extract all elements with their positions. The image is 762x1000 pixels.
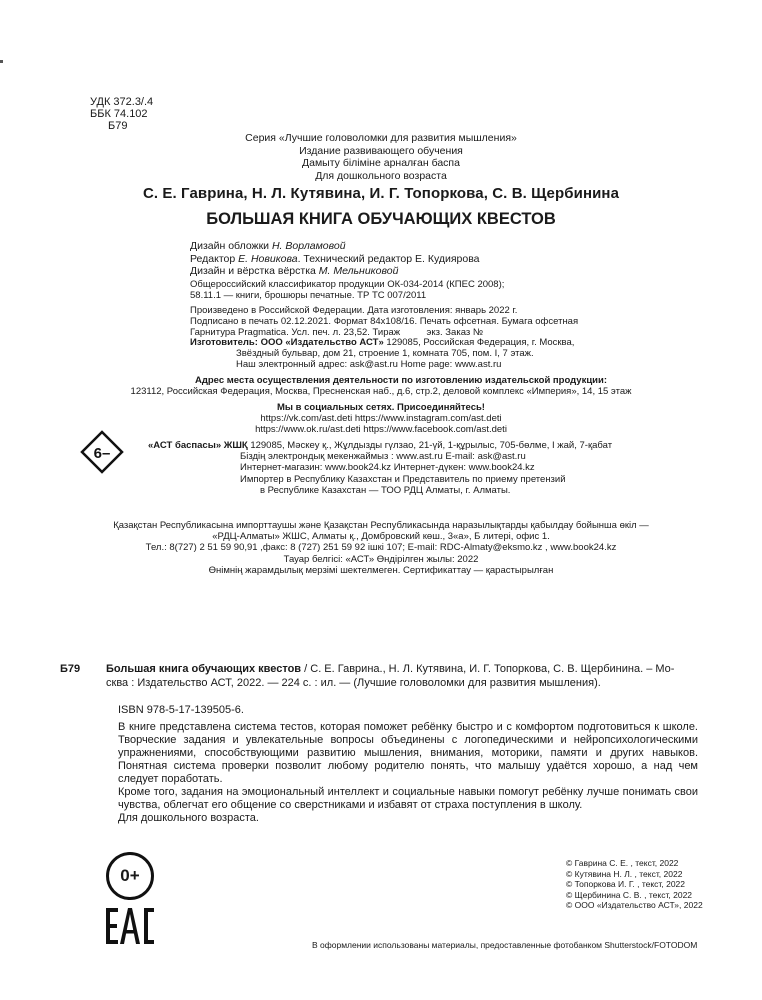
kz-importer-line: Өнімнің жарамдылық мерзімі шектелмеген. Сертификаттау — қарастырылған — [208, 564, 554, 576]
kz-address: 129085, Мәскеу қ., Жұлдызды гүлзао, 21-үй, 1-құрылыс, 705-бөлме, I жай, 7-қабат — [247, 440, 613, 451]
kz-importer-block — [0, 520, 762, 576]
series-line: Дамыту біліміне арналған баспа — [302, 157, 460, 169]
catalog-code: Б79 — [60, 663, 81, 675]
manufacturer-line: Наш электронный адрес: ask@ast.ru Home page: www.ast.ru — [236, 359, 502, 371]
print-info-line: Произведено в Российской Федерации. Дата изготовления: январь 2022 г. — [190, 305, 518, 316]
kz-publisher-block — [148, 440, 708, 496]
isbn: ISBN 978-5-17-139505-6. — [118, 704, 244, 716]
kz-publisher-label: «АСТ баспасы» ЖШҚ — [148, 440, 248, 451]
series-line: Издание развивающего обучения — [299, 144, 463, 157]
copyright-block — [566, 858, 703, 911]
activity-address-text: 123112, Российская Федерация, Москва, Пресненская наб., д.6, стр.2, деловой комплекс «Империя», 14, 15 этаж — [130, 386, 632, 398]
copyright-line: © ООО «Издательство АСТ», 2022 — [566, 900, 703, 910]
layout-name: М. Мельниковой — [318, 265, 399, 277]
author-mark: Б79 — [108, 120, 128, 132]
udk-code: УДК 372.3/.4 — [90, 96, 154, 108]
kz-importer-line: Тауар белгісі: «АСТ» Өндірілген жылы: 2022 — [283, 553, 479, 565]
manufacturer-block — [190, 337, 750, 371]
social-links: https://www.ok.ru/ast.deti https://www.facebook.com/ast.deti — [255, 424, 507, 436]
udk-block — [90, 96, 153, 132]
catalog-entry — [60, 663, 720, 690]
annotation — [118, 721, 698, 825]
activity-address-label: Адрес места осуществления деятельности по изготовлению издательской продукции: — [194, 375, 608, 386]
kz-importer-line: Тел.: 8(727) 2 51 59 90,91 ,факс: 8 (727) 251 59 92 ішкі 107; E-mail: RDC-Almaty@eksmo.kz , www.book24.kz — [145, 542, 617, 554]
manufacturer-line — [190, 337, 750, 348]
classifier-block — [190, 279, 730, 301]
photo-credit: В оформлении использованы материалы, предоставленные фотобанком Shutterstock/FOTODOM — [312, 940, 698, 950]
annotation-paragraph: В книге представлена система тестов, которая поможет ребёнку быстро и с комфортом подготовиться к школе. Творческие задания и увлекательные вопросы объединены с логопедическими и нейропсихологическими упражнениями, способствующими развитию мышления, внимания, моторики, памяти и других навыков. Понятная система проверки позволит любому родителю понять, что малышу удаётся хорошо, а над чем следует поработать. — [118, 721, 698, 785]
editor-label: Редактор — [190, 252, 239, 265]
editor-line — [190, 253, 710, 266]
print-info-block — [190, 305, 730, 339]
kz-line: Біздің электрондық мекенжаймыз : www.ast.ru E-mail: ask@ast.ru — [240, 451, 526, 463]
print-info-line: Гарнитура Pragmatica. Усл. печ. л. 23,52. Тираж экз. Заказ № — [190, 327, 484, 339]
copyright-line: © Топоркова И. Г. , текст, 2022 — [566, 879, 686, 889]
copyright-line: © Гаврина С. Е. , текст, 2022 — [566, 858, 679, 868]
catalog-text — [106, 663, 720, 677]
cover-design-label: Дизайн обложки — [190, 240, 272, 252]
print-info-line: Подписано в печать 02.12.2021. Формат 84х108/16. Печать офсетная. Бумага офсетная — [190, 316, 579, 328]
age-6-label: 6– — [93, 445, 111, 462]
copyright-line: © Кутявина Н. Л. , текст, 2022 — [566, 868, 683, 879]
credits-block — [190, 240, 710, 278]
editor-name: Е. Новикова — [238, 252, 298, 265]
manufacturer-line: Звёздный бульвар, дом 21, строение 1, комната 705, пом. I, 7 этаж. — [236, 348, 534, 360]
series-line: Для дошкольного возраста — [315, 169, 447, 182]
annotation-paragraph: Кроме того, задания на эмоциональный интеллект и социальные навыки помогут ребёнку лучше понимать свои чувства, облегчат его общение со сверстниками и избавят от страха поступления в школу. — [118, 786, 698, 811]
manufacturer-label: Изготовитель: ООО «Издательство АСТ» — [190, 337, 384, 348]
copyright-line: © Щербинина С. В. , текст, 2022 — [566, 889, 693, 900]
tech-editor: . Технический редактор Е. Кудиярова — [297, 252, 480, 265]
authors: С. Е. Гаврина, Н. Л. Кутявина, И. Г. Топоркова, С. В. Щербинина — [142, 185, 620, 202]
cover-design-line — [190, 240, 710, 253]
classifier-line: Общероссийский классификатор продукции ОК-034-2014 (КПЕС 2008); — [190, 279, 505, 290]
catalog-authors: / С. Е. Гаврина., Н. Л. Кутявина, И. Г. Топоркова, С. В. Щербинина. – Мо- — [301, 663, 675, 675]
catalog-title: Большая книга обучающих квестов — [106, 663, 302, 675]
series-block — [0, 132, 762, 182]
book-title: БОЛЬШАЯ КНИГА ОБУЧАЮЩИХ КВЕСТОВ — [206, 210, 556, 228]
age-6-plus-mark — [80, 430, 124, 474]
manufacturer-address: 129085, Российская Федерация, г. Москва, — [383, 337, 575, 348]
layout-label: Дизайн и вёрстка вёрстка — [190, 265, 319, 277]
social-label: Мы в социальных сетях. Присоединяйтесь! — [277, 402, 485, 413]
page-edge-mark — [0, 60, 3, 63]
layout-line — [190, 265, 710, 278]
series-line: Серия «Лучшие головоломки для развития мышления» — [245, 132, 517, 144]
kz-line: Интернет-магазин: www.book24.kz Интернет-дүкен: www.book24.kz — [240, 462, 535, 474]
kz-importer-line: «РДЦ-Алматы» ЖШС, Алматы қ., Домбровский көш., 3«а», Б литері, офис 1. — [212, 531, 550, 543]
annotation-paragraph: Для дошкольного возраста. — [118, 812, 259, 824]
social-links: https://vk.com/ast.deti https://www.instagram.com/ast.deti — [260, 413, 502, 425]
kz-line: в Республике Казахстан — ТОО РДЦ Алматы, г. Алматы. — [260, 484, 511, 496]
age-0-plus-mark: 0+ — [106, 852, 154, 900]
catalog-publisher: сква : Издательство АСТ, 2022. — 224 с. : ил. — (Лучшие головоломки для развития мышления). — [106, 676, 601, 689]
classifier-line: 58.11.1 — книги, брошюры печатные. ТР ТС 007/2011 — [190, 290, 427, 302]
kz-importer-line: Қазақстан Республикасына импорттаушы және Қазақстан Республикасында наразылықтарды қабылдау бойынша өкіл — — [113, 520, 649, 531]
cover-design-name: Н. Ворламовой — [271, 240, 346, 252]
eac-mark — [104, 904, 156, 948]
bbk-code: ББК 74.102 — [90, 108, 148, 120]
activity-address-block — [0, 375, 762, 397]
kz-line: Импортер в Республику Казахстан и Представитель по приему претензий — [240, 473, 566, 485]
